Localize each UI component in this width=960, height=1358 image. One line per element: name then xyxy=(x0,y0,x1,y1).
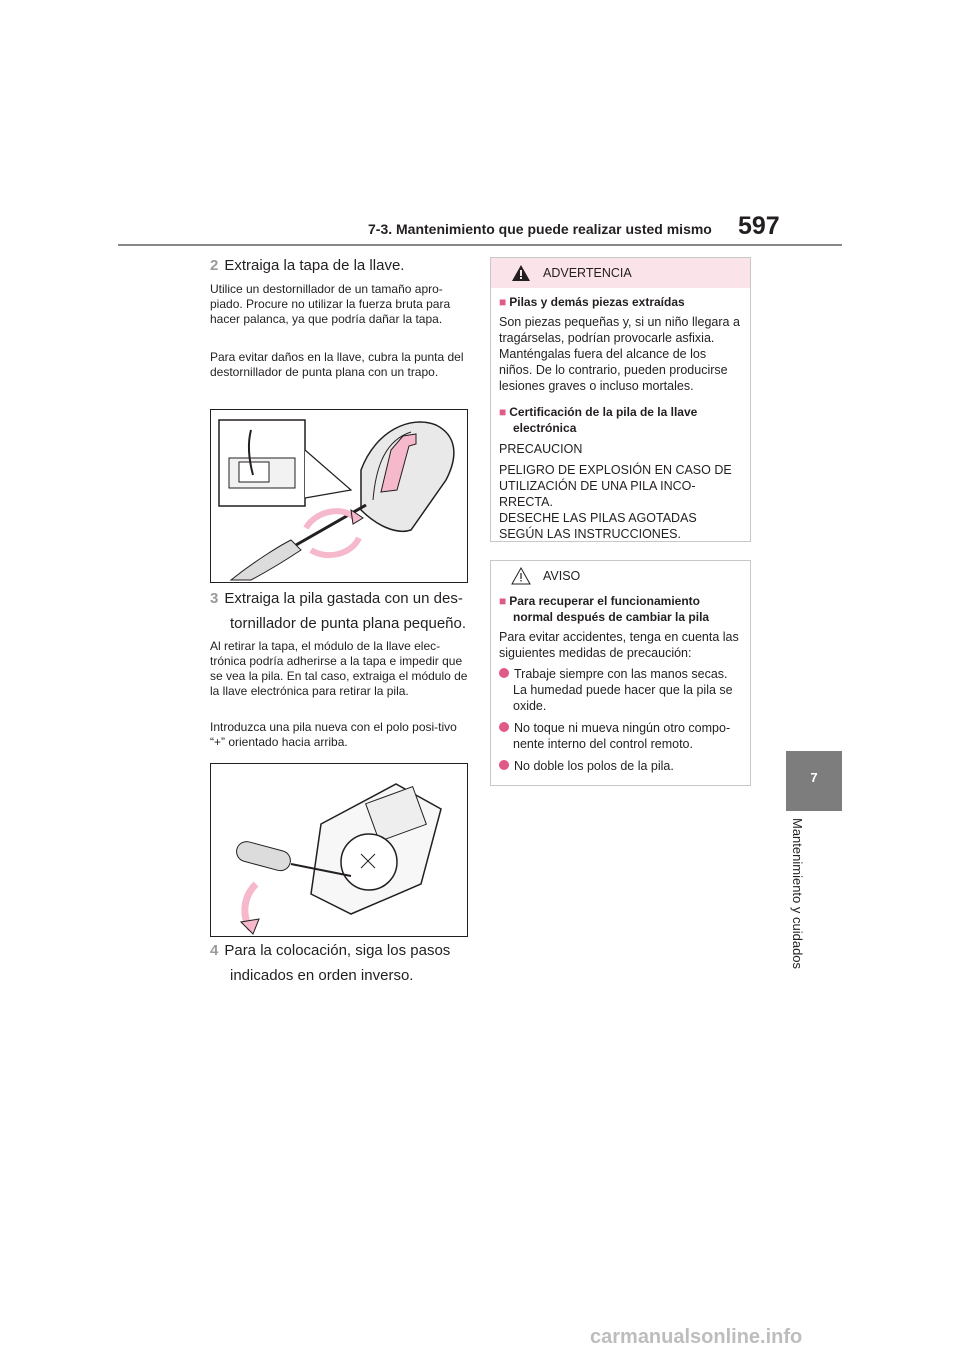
step-number: 2 xyxy=(210,257,219,274)
notice-bullet: No toque ni mueva ningún otro compo-nente interno del control remoto. xyxy=(499,720,742,752)
caution-triangle-icon xyxy=(511,567,531,585)
figure-key-cover-removal xyxy=(210,409,468,583)
step-text: Extraiga la tapa de la llave. xyxy=(224,257,405,274)
warning-header xyxy=(491,258,750,288)
notice-text: Para evitar accidentes, tenga en cuenta las siguientes medidas de precaución: xyxy=(499,630,739,660)
warning-text: DESECHE LAS PILAS AGOTADAS SEGÚN LAS INSTRUCCIONES. xyxy=(499,511,697,541)
notice-bullet: No doble los polos de la pila. xyxy=(499,758,742,774)
warning-box xyxy=(490,257,751,542)
warning-text: Son piezas pequeñas y, si un niño llegara a tragárselas, podrían provocarle asfixia. Manténgalas fuera del alcance de los niños. De lo contrario, pueden producirse lesiones graves o incluso mortales. xyxy=(499,315,740,393)
chapter-label: Mantenimiento y cuidados xyxy=(790,818,805,970)
page-number: 597 xyxy=(738,212,780,240)
round-bullet-icon xyxy=(499,668,509,678)
figure-battery-removal xyxy=(210,763,468,937)
paragraph: Para evitar daños en la llave, cubra la punta del destornillador de punta plana con un trapo. xyxy=(210,350,464,379)
step-4 xyxy=(210,938,478,988)
warning-text: PELIGRO DE EXPLOSIÓN EN CASO DE UTILIZACIÓN DE UNA PILA INCO-RRECTA. xyxy=(499,463,732,509)
step-text-line: Extraiga la pila gastada con un des- xyxy=(224,590,463,607)
square-bullet-icon: ■ xyxy=(499,295,507,309)
warning-triangle-icon xyxy=(511,264,531,282)
round-bullet-icon xyxy=(499,760,509,770)
step-number: 4 xyxy=(210,942,219,959)
battery-screwdriver-illustration xyxy=(211,764,467,936)
warning-title: ADVERTENCIA xyxy=(543,266,632,280)
watermark: carmanualsonline.info xyxy=(590,1326,803,1348)
round-bullet-icon xyxy=(499,722,509,732)
step-2 xyxy=(210,253,470,278)
warning-subtitle-cont: electrónica xyxy=(513,421,577,435)
square-bullet-icon: ■ xyxy=(499,594,507,608)
notice-box xyxy=(490,560,751,786)
section-title: 7-3. Mantenimiento que puede realizar usted mismo xyxy=(368,221,712,237)
warning-subtitle: ■ Certificación de la pila de la llave xyxy=(499,405,698,419)
step-text-line: tornillador de punta plana pequeño. xyxy=(230,615,467,632)
header-rule xyxy=(118,244,842,246)
step-3 xyxy=(210,586,478,636)
chapter-number: 7 xyxy=(810,770,818,785)
paragraph: Utilice un destornillador de un tamaño apro-piado. Procure no utilizar la fuerza bruta para hacer palanca, ya que podría dañar la tapa. xyxy=(210,282,451,326)
notice-bullet: Trabaje siempre con las manos secas. La humedad puede hacer que la pila se oxide. xyxy=(499,666,742,714)
notice-subtitle-cont: normal después de cambiar la pila xyxy=(513,610,710,624)
warning-text: PRECAUCION xyxy=(499,442,583,456)
notice-title: AVISO xyxy=(543,569,581,583)
paragraph: Introduzca una pila nueva con el polo posi-tivo “+” orientado hacia arriba. xyxy=(210,720,457,749)
key-screwdriver-illustration xyxy=(211,410,467,582)
notice-subtitle: ■ Para recuperar el funcionamiento xyxy=(499,594,700,608)
step-text-line: Para la colocación, siga los pasos xyxy=(224,942,451,959)
step-text-line: indicados en orden inverso. xyxy=(230,967,414,984)
paragraph: Al retirar la tapa, el módulo de la llave elec-trónica podría adherirse a la tapa e impedir que se vea la pila. En tal caso, extraiga el módulo de la llave electrónica para retirar la pila. xyxy=(210,639,468,698)
step-number: 3 xyxy=(210,590,219,607)
warning-subtitle: ■ Pilas y demás piezas extraídas xyxy=(499,295,685,309)
notice-header xyxy=(491,561,750,591)
square-bullet-icon: ■ xyxy=(499,405,507,419)
